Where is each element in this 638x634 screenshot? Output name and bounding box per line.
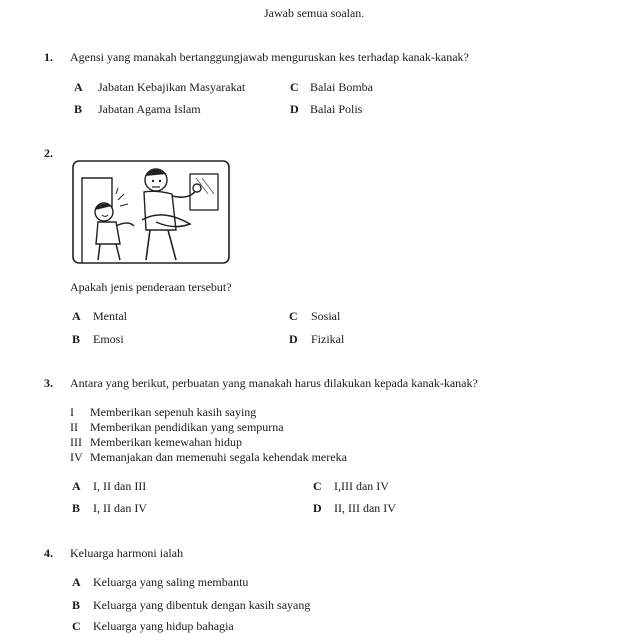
question-4-text: Keluarga harmoni ialah: [70, 546, 184, 560]
question-2-text: Apakah jenis penderaan tersebut?: [70, 280, 232, 294]
q2-option-d-letter: D: [289, 332, 298, 346]
instruction: Jawab semua soalan.: [264, 6, 365, 20]
q4-option-b-letter: B: [72, 598, 81, 612]
q4-option-c-text: Keluarga yang hidup bahagia: [93, 619, 234, 633]
q3-statement-1-roman: I: [70, 405, 74, 419]
q3-option-b-text: I, II dan IV: [93, 501, 147, 515]
q3-statement-4-roman: IV: [70, 450, 83, 464]
q1-option-d-letter: D: [290, 102, 299, 116]
q1-option-b-letter: B: [74, 102, 83, 116]
q3-statement-1-text: Memberikan sepenuh kasih saying: [90, 405, 257, 419]
q2-option-c-letter: C: [289, 309, 298, 323]
adult-fist: [193, 184, 201, 192]
child-abuse-illustration: [72, 160, 230, 264]
q1-option-c-letter: C: [290, 80, 299, 94]
q2-option-a-text: Mental: [93, 309, 127, 323]
q1-option-b-text: Jabatan Agama Islam: [98, 102, 201, 116]
q3-option-a-letter: A: [72, 479, 81, 493]
q3-option-a-text: I, II dan III: [93, 479, 147, 493]
q3-option-c-text: I,III dan IV: [334, 479, 389, 493]
q3-statement-2-roman: II: [70, 420, 78, 434]
q2-option-d-text: Fizikal: [311, 332, 345, 346]
q1-option-a-letter: A: [74, 80, 83, 94]
q4-option-c-letter: C: [72, 619, 81, 633]
q3-option-b-letter: B: [72, 501, 81, 515]
q2-option-a-letter: A: [72, 309, 81, 323]
question-1-text: Agensi yang manakah bertanggungjawab menguruskan kes terhadap kanak-kanak?: [70, 50, 469, 64]
q1-option-a-text: Jabatan Kebajikan Masyarakat: [98, 80, 246, 94]
q4-option-a-text: Keluarga yang saling membantu: [93, 575, 249, 589]
q3-option-d-letter: D: [313, 501, 322, 515]
question-2-number: 2.: [44, 146, 53, 160]
q2-option-c-text: Sosial: [311, 309, 341, 323]
q4-option-b-text: Keluarga yang dibentuk dengan kasih sayang: [93, 598, 311, 612]
q3-statement-2-text: Memberikan pendidikan yang sempurna: [90, 420, 284, 434]
q3-statement-4-text: Memanjakan dan memenuhi segala kehendak mereka: [90, 450, 347, 464]
question-4-number: 4.: [44, 546, 53, 560]
q1-option-c-text: Balai Bomba: [310, 80, 373, 94]
q1-option-d-text: Balai Polis: [310, 102, 363, 116]
question-3-text: Antara yang berikut, perbuatan yang manakah harus dilakukan kepada kanak-kanak?: [70, 376, 478, 390]
q4-option-a-letter: A: [72, 575, 81, 589]
question-3-number: 3.: [44, 376, 53, 390]
question-1-number: 1.: [44, 50, 53, 64]
q3-option-c-letter: C: [313, 479, 322, 493]
q3-statement-3-roman: III: [70, 435, 82, 449]
q3-statement-3-text: Memberikan kemewahan hidup: [90, 435, 242, 449]
q2-option-b-letter: B: [72, 332, 81, 346]
q2-option-b-text: Emosi: [93, 332, 124, 346]
q3-option-d-text: II, III dan IV: [334, 501, 396, 515]
